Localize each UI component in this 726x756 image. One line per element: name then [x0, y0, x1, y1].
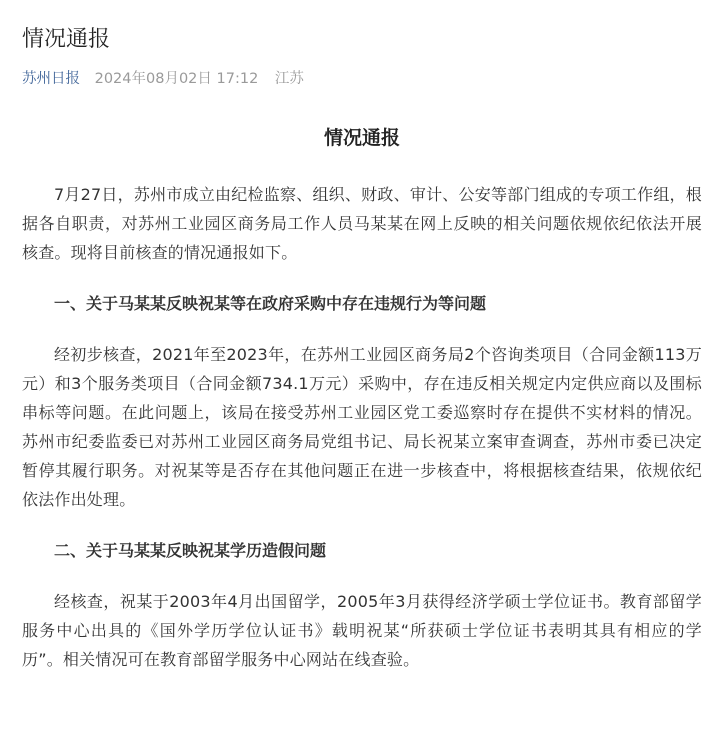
article-body: [22, 118, 702, 696]
section-heading-1: 一、关于马某某反映祝某等在政府采购中存在违规行为等问题: [54, 294, 487, 313]
publish-time: 2024年08月02日 17:12: [94, 71, 259, 87]
section-body-2: 经核查，祝某于2003年4月出国留学，2005年3月获得经济学硕士学位证书。教育部留学服务中心出具的《国外学历学位认证书》载明祝某“所获硕士学位证书表明其具有相应的学历”。相关情况可在教育部留学服务中心网站在线查验。: [22, 592, 702, 669]
intro-paragraph: 7月27日，苏州市成立由纪检监察、组织、财政、审计、公安等部门组成的专项工作组，根据各自职责，对苏州工业园区商务局工作人员马某某在网上反映的相关问题依规依纪依法开展核查。现将目前核查的情况通报如下。: [22, 185, 702, 262]
section-heading-2: 二、关于马某某反映祝某学历造假问题: [54, 541, 327, 560]
article-meta: [22, 68, 304, 90]
article-heading: 情况通报: [323, 127, 400, 149]
page-title: 情况通报: [22, 27, 111, 52]
section-body-1: 经初步核查，2021年至2023年，在苏州工业园区商务局2个咨询类项目（合同金额113万元）和3个服务类项目（合同金额734.1万元）采购中，存在违反相关规定内定供应商以及围标串标等问题。在此问题上，该局在接受苏州工业园区党工委巡察时存在提供不实材料的情况。苏州市纪委监委已对苏州工业园区商务局党组书记、局长祝某立案审查调查，苏州市委已决定暂停其履行职务。对祝某等是否存在其他问题正在进一步核查中，将根据核查结果，依规依纪依法作出处理。: [22, 345, 702, 509]
region-label: 江苏: [274, 71, 304, 87]
source-link[interactable]: 苏州日报: [22, 71, 80, 87]
